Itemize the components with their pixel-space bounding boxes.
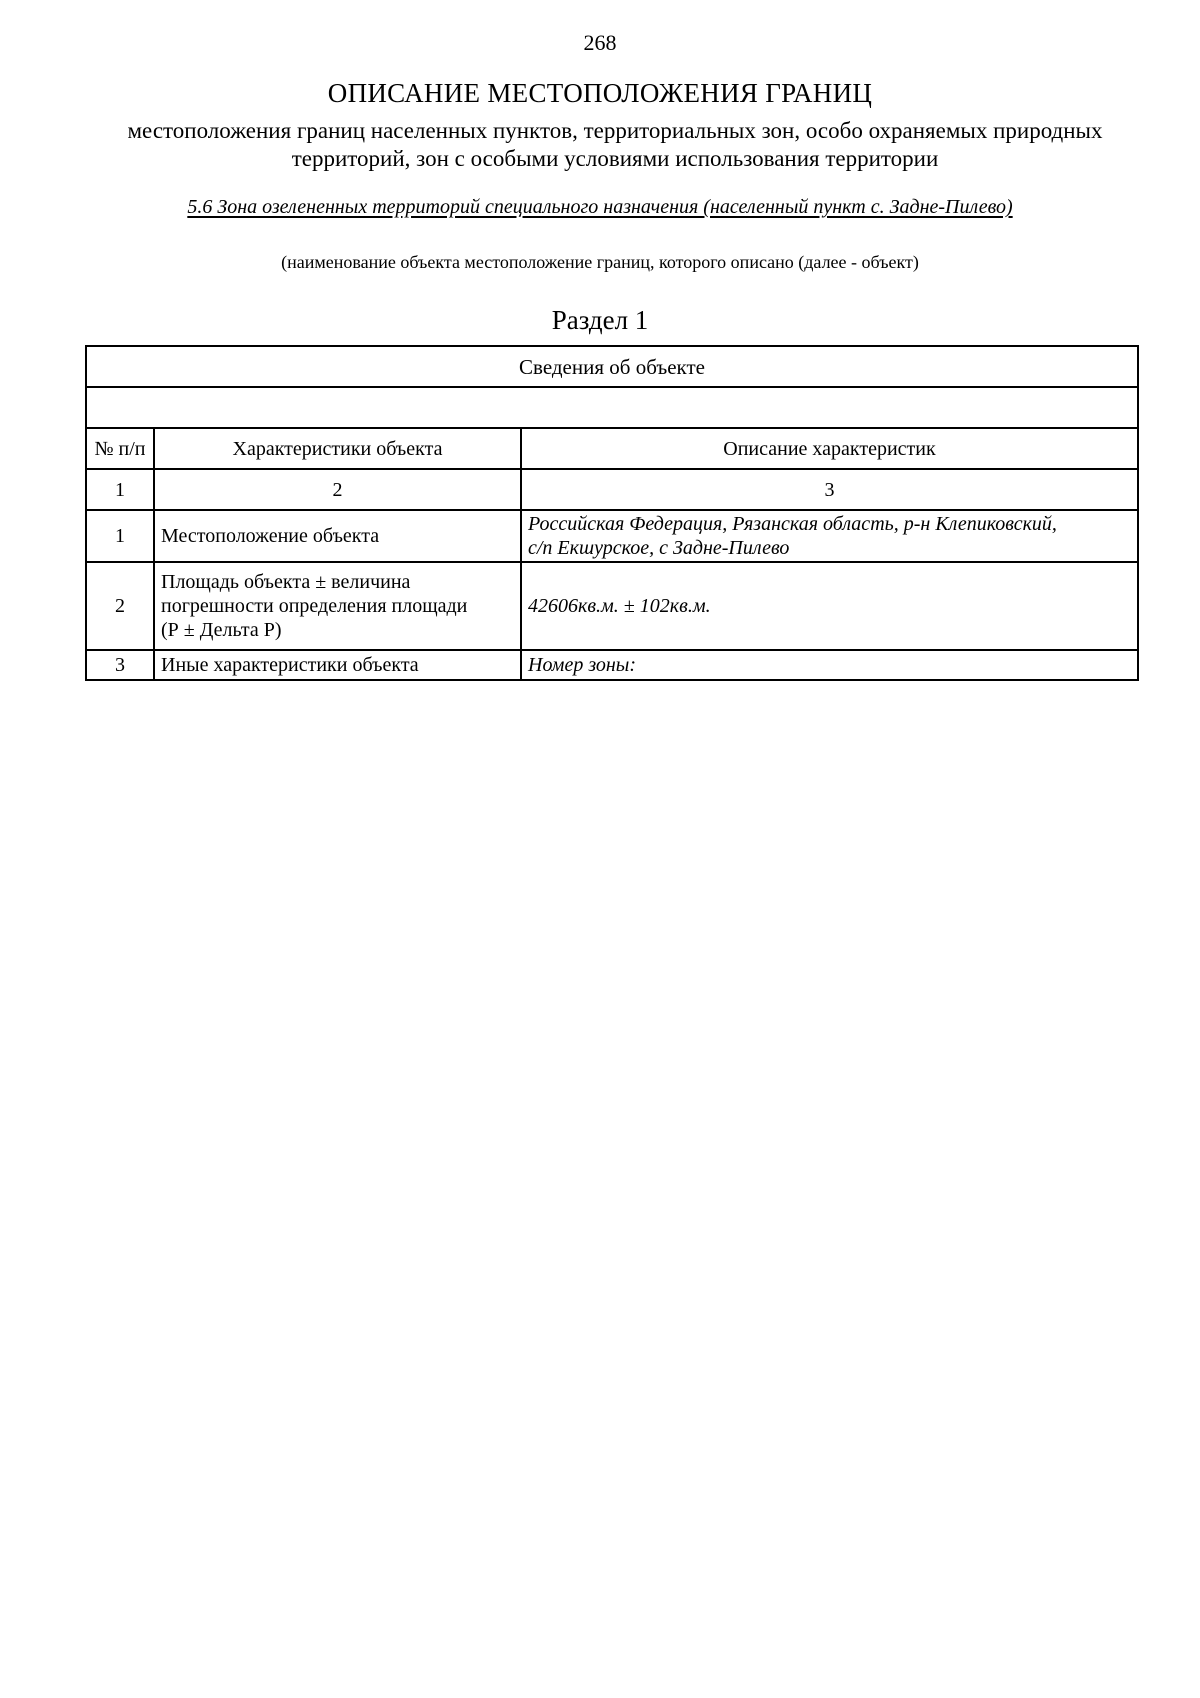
row-description-line-1: Российская Федерация, Рязанская область, р-н Клепиковский,	[528, 513, 1057, 535]
row-characteristic-line-2: погрешности определения площади	[161, 595, 468, 617]
table-heading-row	[86, 346, 1138, 387]
row-description-line-2: с/п Екшурское, с Задне-Пилево	[528, 537, 790, 559]
table-row	[86, 650, 1138, 680]
table-column-numbers	[86, 469, 1138, 510]
page-number: 268	[583, 30, 617, 55]
row-description: Номер зоны:	[521, 650, 1138, 680]
table-empty-row	[86, 387, 1138, 428]
row-description: 42606кв.м. ± 102кв.м.	[521, 562, 1138, 650]
column-header-num: № п/п	[86, 428, 154, 469]
section-title: Раздел 1	[551, 305, 649, 335]
row-number: 1	[86, 510, 154, 562]
column-header-description: Описание характеристик	[521, 428, 1138, 469]
row-characteristic	[154, 562, 521, 650]
row-number: 3	[86, 650, 154, 680]
table-row	[86, 510, 1138, 562]
row-characteristic: Местоположение объекта	[154, 510, 521, 562]
row-characteristic-line-1: Площадь объекта ± величина	[161, 571, 411, 593]
column-number-3: 3	[521, 469, 1138, 510]
column-number-1: 1	[86, 469, 154, 510]
column-number-2: 2	[154, 469, 521, 510]
table-column-headers	[86, 428, 1138, 469]
object-name	[0, 196, 1200, 219]
object-name-text: 5.6 Зона озелененных территорий специального назначения (населенный пункт с. Задне-Пилево)	[187, 196, 1013, 218]
row-description	[521, 510, 1138, 562]
column-header-characteristic: Характеристики объекта	[154, 428, 521, 469]
document-subtitle	[60, 117, 1170, 173]
subtitle-line-2: территорий, зон с особыми условиями использования территории	[291, 146, 939, 171]
table-row	[86, 562, 1138, 650]
row-characteristic-line-3: (Р ± Дельта Р)	[161, 619, 282, 641]
table-heading: Сведения об объекте	[86, 346, 1138, 387]
document-title: ОПИСАНИЕ МЕСТОПОЛОЖЕНИЯ ГРАНИЦ	[327, 78, 873, 108]
object-caption: (наименование объекта местоположение границ, которого описано (далее - объект)	[281, 252, 919, 272]
row-characteristic: Иные характеристики объекта	[154, 650, 521, 680]
empty-cell	[86, 387, 1138, 428]
subtitle-line-1: местоположения границ населенных пунктов, территориальных зон, особо охраняемых природных	[127, 118, 1103, 143]
row-number: 2	[86, 562, 154, 650]
object-info-table	[85, 345, 1139, 681]
